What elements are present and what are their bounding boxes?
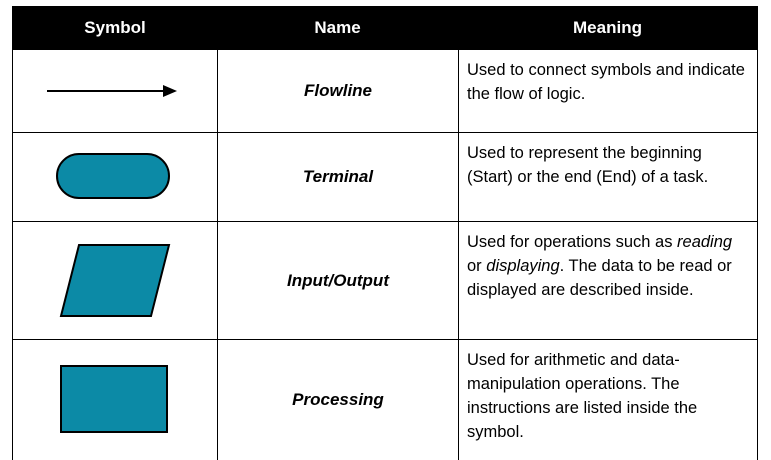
symbol-cell	[13, 340, 217, 460]
table-header	[13, 6, 757, 50]
table-row	[13, 340, 757, 460]
table-row	[13, 50, 757, 133]
symbol-cell	[13, 133, 217, 221]
symbol-cell	[13, 50, 217, 132]
flowline-arrow-icon	[45, 81, 185, 101]
symbol-meaning: Used for arithmetic and data-manipulation operations. The instructions are listed inside the symbol.	[458, 340, 757, 460]
symbol-meaning: Used for operations such as reading or displaying. The data to be read or displayed are described inside.	[458, 222, 757, 339]
header-name: Name	[314, 18, 361, 37]
flowchart-symbols-table	[12, 6, 758, 460]
terminal-rounded-rectangle-icon	[55, 152, 175, 202]
symbol-name: Input/Output	[217, 222, 458, 339]
symbol-meaning: Used to connect symbols and indicate the flow of logic.	[458, 50, 757, 132]
symbol-meaning: Used to represent the beginning (Start) or the end (End) of a task.	[458, 133, 757, 221]
symbol-name: Terminal	[217, 133, 458, 221]
symbol-name: Processing	[217, 340, 458, 460]
header-meaning: Meaning	[573, 18, 642, 37]
symbol-name: Flowline	[217, 50, 458, 132]
header-symbol: Symbol	[84, 18, 146, 37]
table-row	[13, 133, 757, 222]
input-output-parallelogram-icon	[59, 243, 171, 319]
processing-rectangle-icon	[59, 364, 171, 436]
symbol-cell	[13, 222, 217, 339]
table-row	[13, 222, 757, 340]
